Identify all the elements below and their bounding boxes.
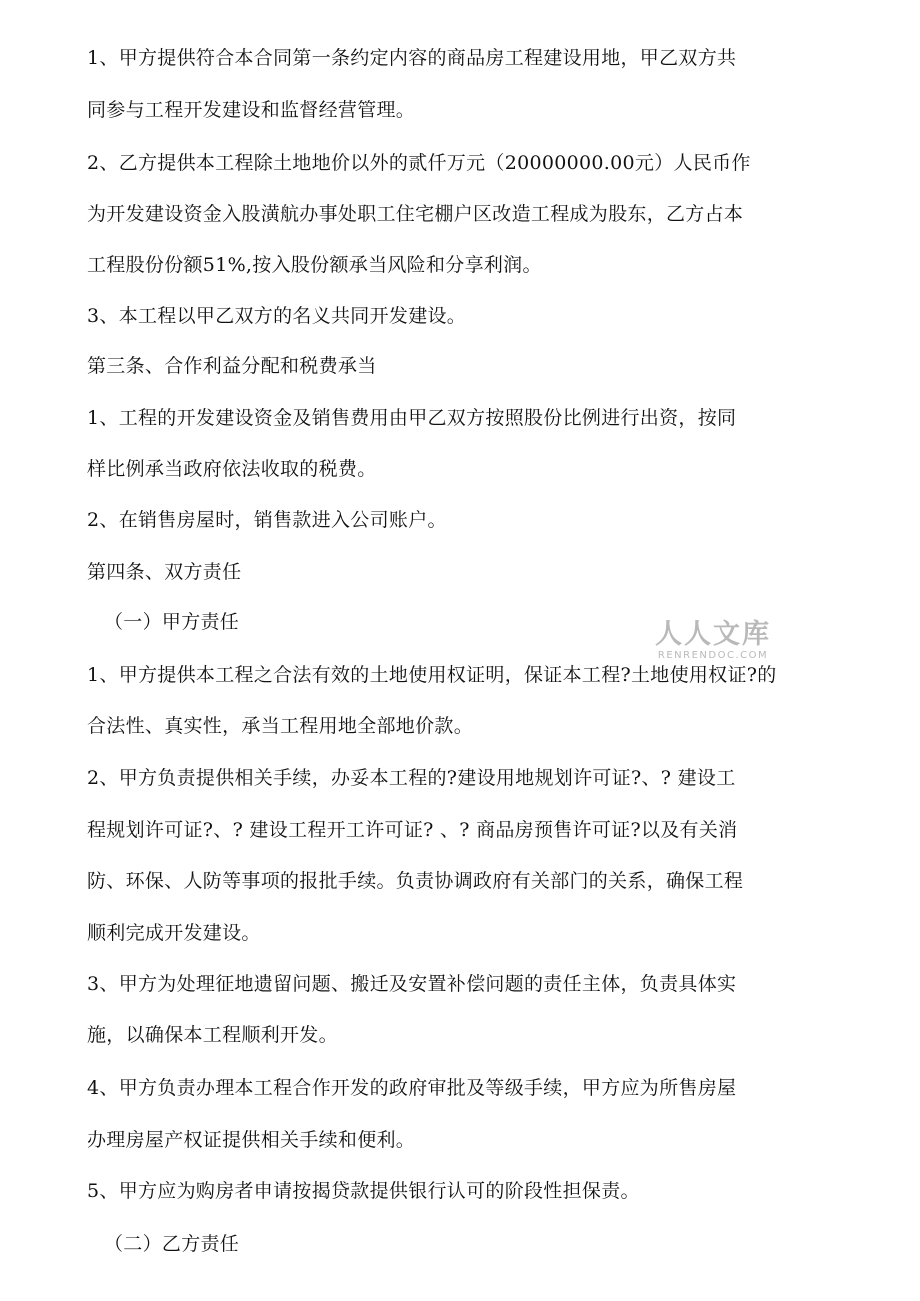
subsection-heading: （一）甲方责任 [104, 611, 240, 633]
section-heading: 第三条、合作利益分配和税费承当 [87, 355, 377, 377]
text-line: 工程股份份额51%,按入股份额承当风险和分享利润。 [87, 254, 542, 276]
text-line: 4、甲方负责办理本工程合作开发的政府审批及等级手续，甲方应为所售房屋 [87, 1077, 737, 1099]
text-line: 2、甲方负责提供相关手续，办妥本工程的?建设用地规划许可证?、? 建设工 [87, 767, 736, 789]
text-line: 5、甲方应为购房者申请按揭贷款提供银行认可的阶段性担保责。 [87, 1180, 640, 1202]
text-line: 3、甲方为处理征地遗留问题、搬迁及安置补偿问题的责任主体，负责具体实 [87, 973, 737, 995]
text-line: 1、甲方提供本工程之合法有效的土地使用权证明，保证本工程?土地使用权证?的 [87, 664, 777, 686]
section-heading: 第四条、双方责任 [87, 561, 242, 583]
text-line: 2、乙方提供本工程除土地地价以外的贰仟万元（20000000.00元）人民币作 [87, 152, 751, 174]
text-line: 1、甲方提供符合本合同第一条约定内容的商品房工程建设用地，甲乙双方共 [87, 47, 737, 69]
text-line: 2、在销售房屋时，销售款进入公司账户。 [87, 509, 447, 531]
text-line: 办理房屋产权证提供相关手续和便利。 [87, 1129, 416, 1151]
text-line: 样比例承当政府依法收取的税费。 [87, 458, 377, 480]
text-line: 防、环保、人防等事项的报批手续。负责协调政府有关部门的关系，确保工程 [87, 870, 744, 892]
subsection-heading: （二）乙方责任 [104, 1233, 240, 1255]
text-line: 顺利完成开发建设。 [87, 922, 261, 944]
text-line: 1、工程的开发建设资金及销售费用由甲乙双方按照股份比例进行出资，按同 [87, 407, 737, 429]
text-line: 为开发建设资金入股潢航办事处职工住宅棚户区改造工程成为股东，乙方占本 [87, 203, 744, 225]
text-line: 3、本工程以甲乙双方的名义共同开发建设。 [87, 305, 467, 327]
text-line: 施，以确保本工程顺利开发。 [87, 1024, 338, 1046]
watermark-subtitle: RENRENDOC.COM [657, 650, 769, 661]
watermark-title: 人人文库 [655, 619, 771, 650]
text-line: 同参与工程开发建设和监督经营管理。 [87, 99, 416, 121]
watermark-logo [648, 620, 778, 662]
text-line: 合法性、真实性，承当工程用地全部地价款。 [87, 715, 474, 737]
text-line: 程规划许可证?、? 建设工程开工许可证? 、? 商品房预售许可证?以及有关消 [87, 819, 738, 841]
